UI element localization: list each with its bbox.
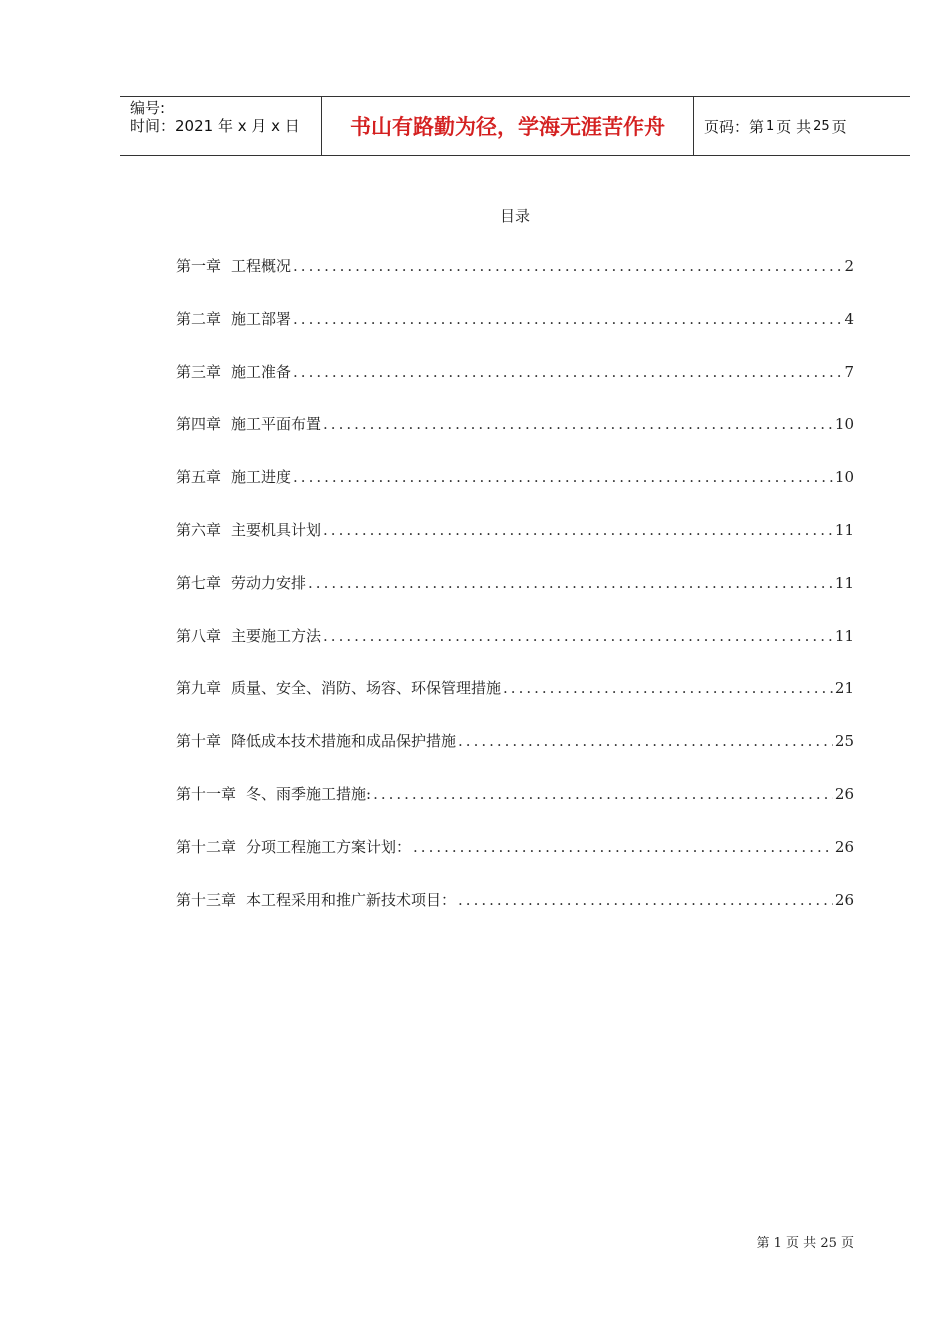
- toc-page-number: 26: [834, 837, 854, 856]
- toc-entry-title: 冬、雨季施工措施:: [246, 784, 372, 803]
- header-meta: [120, 97, 321, 155]
- toc-leader: [293, 363, 842, 381]
- page-footer: 第 1 页 共 25 页: [756, 1236, 854, 1251]
- toc-chapter: 第八章: [176, 626, 222, 645]
- toc-entry[interactable]: [176, 625, 854, 678]
- toc-entry-title: 施工平面布置: [231, 415, 322, 434]
- toc-entry[interactable]: [176, 361, 854, 414]
- toc-entry-title: 降低成本技术措施和成品保护措施: [231, 732, 457, 751]
- toc-leader: [293, 257, 842, 275]
- toc-entry[interactable]: [176, 413, 854, 466]
- page-total: 25: [813, 118, 830, 134]
- toc-entry[interactable]: [176, 783, 854, 836]
- toc-chapter: 第四章: [176, 415, 222, 434]
- toc-entry[interactable]: [176, 572, 854, 625]
- toc-page-number: 10: [834, 415, 854, 434]
- toc-entry[interactable]: [176, 677, 854, 730]
- toc-entry-title: 施工部署: [231, 309, 292, 328]
- toc-chapter: 第十一章: [176, 784, 237, 803]
- toc-entry-title: 劳动力安排: [231, 573, 307, 592]
- toc-entry-title: 质量、安全、消防、场容、环保管理措施: [231, 679, 502, 698]
- toc-chapter: 第九章: [176, 679, 222, 698]
- toc-page-number: 11: [834, 626, 854, 645]
- number-label: 编号:: [130, 99, 166, 117]
- toc-entry[interactable]: [176, 466, 854, 519]
- table-of-contents: [176, 255, 854, 941]
- toc-chapter: 第一章: [176, 257, 222, 275]
- toc-entry-title: 分项工程施工方案计划：: [246, 837, 412, 856]
- toc-leader: [413, 838, 833, 856]
- toc-leader: [458, 891, 833, 909]
- toc-leader: [323, 415, 833, 433]
- toc-entry[interactable]: [176, 836, 854, 889]
- toc-entry-title: 本工程采用和推广新技术项目：: [246, 890, 457, 909]
- toc-entry-title: 主要机具计划: [231, 520, 322, 539]
- toc-page-number: 2: [844, 257, 854, 275]
- toc-leader: [503, 679, 833, 697]
- toc-entry-title: 工程概况: [231, 257, 292, 275]
- toc-page-number: 10: [834, 468, 854, 487]
- toc-chapter: 第三章: [176, 362, 222, 381]
- toc-leader: [293, 310, 842, 328]
- toc-chapter: 第二章: [176, 309, 222, 328]
- toc-leader: [293, 468, 833, 486]
- toc-page-number: 4: [844, 309, 854, 328]
- toc-page-number: 21: [834, 679, 854, 698]
- page-suffix: 页: [831, 117, 847, 136]
- toc-chapter: 第六章: [176, 520, 222, 539]
- toc-leader: [323, 627, 833, 645]
- page-mid: 页 共: [776, 117, 812, 136]
- toc-entry-title: 施工进度: [231, 468, 292, 487]
- toc-leader: [323, 521, 833, 539]
- toc-page-number: 26: [834, 784, 854, 803]
- toc-page-number: 11: [834, 520, 854, 539]
- toc-leader: [308, 574, 833, 592]
- page-header: [120, 96, 910, 156]
- toc-chapter: 第五章: [176, 468, 222, 487]
- toc-entry[interactable]: [176, 519, 854, 572]
- toc-chapter: 第十三章: [176, 890, 237, 909]
- toc-title: 目录: [499, 207, 530, 225]
- header-page-info: [694, 97, 910, 155]
- toc-entry-title: 施工准备: [231, 362, 292, 381]
- toc-entry-title: 主要施工方法: [231, 626, 322, 645]
- toc-leader: [373, 785, 833, 803]
- toc-page-number: 11: [834, 573, 854, 592]
- time-label: 时间：2021 年 x 月 x 日: [130, 117, 300, 135]
- toc-chapter: 第七章: [176, 573, 222, 592]
- toc-entry[interactable]: [176, 730, 854, 783]
- toc-chapter: 第十二章: [176, 837, 237, 856]
- toc-leader: [458, 732, 833, 750]
- toc-page-number: 25: [834, 732, 854, 751]
- toc-entry[interactable]: [176, 889, 854, 942]
- page-prefix: 页码：第: [704, 117, 765, 136]
- toc-chapter: 第十章: [176, 732, 222, 751]
- toc-entry[interactable]: [176, 308, 854, 361]
- header-motto: 书山有路勤为径，学海无涯苦作舟: [321, 97, 694, 155]
- toc-entry[interactable]: [176, 255, 854, 308]
- page-current: 1: [766, 118, 775, 134]
- toc-page-number: 7: [844, 362, 854, 381]
- toc-page-number: 26: [834, 890, 854, 909]
